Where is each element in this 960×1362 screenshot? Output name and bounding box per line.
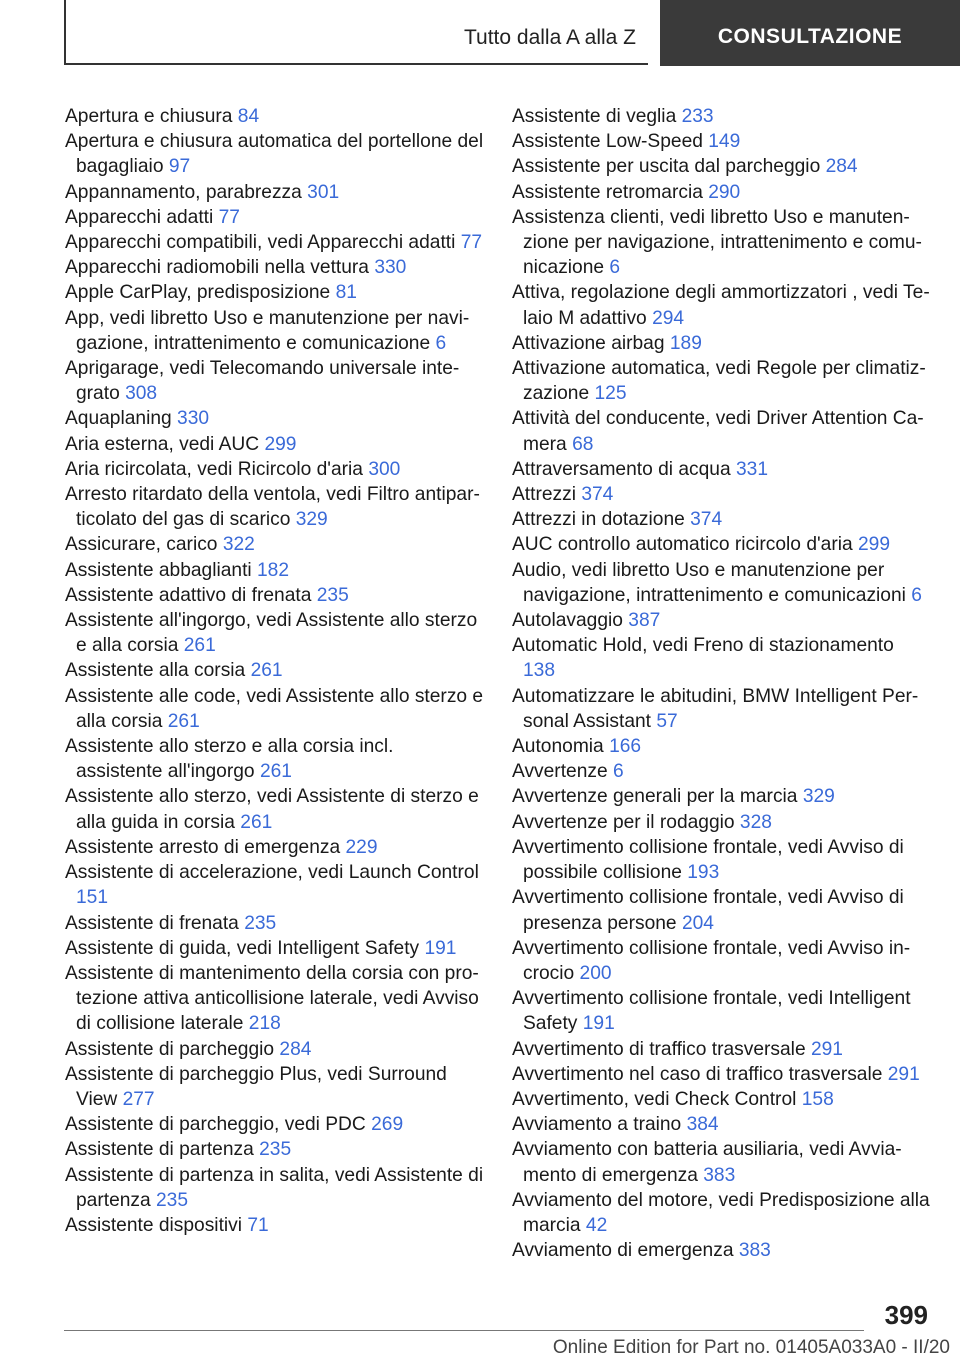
page-reference-link[interactable]: 200 xyxy=(579,962,612,984)
index-term: Assistente per uscita dal parcheggio xyxy=(512,156,821,178)
page-reference-link[interactable]: 328 xyxy=(739,811,772,833)
index-entry xyxy=(65,961,485,1037)
index-term: Avviamento di emergenza xyxy=(512,1240,734,1262)
page-reference-link[interactable]: 329 xyxy=(295,509,328,531)
page-reference-link[interactable]: 42 xyxy=(585,1214,608,1236)
page-reference-link[interactable]: 166 xyxy=(609,736,642,758)
page-reference-link[interactable]: 308 xyxy=(125,383,158,405)
page-header xyxy=(0,0,960,66)
page-reference-link[interactable]: 6 xyxy=(911,584,922,606)
index-term: Attivazione automatica, vedi Regole per climatizzazione xyxy=(512,358,926,405)
page-reference-link[interactable]: 261 xyxy=(167,710,200,732)
page-reference-link[interactable]: 261 xyxy=(183,635,216,657)
page-reference-link[interactable]: 229 xyxy=(345,836,378,858)
index-entry xyxy=(512,507,930,532)
index-entry xyxy=(65,432,485,457)
index-entry xyxy=(65,406,485,431)
page-reference-link[interactable]: 158 xyxy=(801,1088,834,1110)
index-term: Apparecchi adatti xyxy=(65,206,214,228)
index-term: Assistente di partenza in salita, vedi Assistente di partenza xyxy=(65,1164,484,1211)
index-entry xyxy=(512,759,930,784)
index-entry xyxy=(512,205,930,281)
page-reference-link[interactable]: 149 xyxy=(708,131,741,153)
index-term: Assistente Low-Speed xyxy=(512,131,703,153)
index-entry xyxy=(65,835,485,860)
page-reference-link[interactable]: 383 xyxy=(703,1164,736,1186)
index-entry xyxy=(512,457,930,482)
index-entry xyxy=(512,936,930,986)
page-reference-link[interactable]: 387 xyxy=(628,610,661,632)
index-entry xyxy=(512,356,930,406)
index-term: Assicurare, carico xyxy=(65,534,218,556)
page-reference-link[interactable]: 68 xyxy=(572,433,594,455)
index-entry xyxy=(512,835,930,885)
index-entry xyxy=(65,255,485,280)
index-term: Assistente di accelerazione, vedi Launch Control xyxy=(65,862,479,884)
index-term: Avviamento del motore, vedi Predisposizione alla marcia xyxy=(512,1189,930,1236)
page-reference-link[interactable]: 294 xyxy=(652,307,685,329)
index-term: Aria esterna, vedi AUC xyxy=(65,433,260,455)
index-term: Avvertenze generali per la marcia xyxy=(512,786,798,808)
index-term: Assistente di veglia xyxy=(512,106,677,127)
page-number: 399 xyxy=(884,1300,928,1330)
index-entry xyxy=(65,457,485,482)
index-entry xyxy=(65,860,485,910)
page-reference-link[interactable]: 125 xyxy=(594,383,627,405)
page-reference-link[interactable]: 374 xyxy=(690,509,723,531)
page-reference-link[interactable]: 84 xyxy=(237,106,260,127)
index-term: Assistente all'ingorgo, vedi Assistente allo sterzo e alla corsia xyxy=(65,610,478,657)
page-reference-link[interactable]: 235 xyxy=(244,912,277,934)
index-term: Assistente di parcheggio Plus, vedi Surround View xyxy=(65,1063,447,1110)
index-term: Assistente allo sterzo, vedi Assistente di sterzo e alla guida in corsia xyxy=(65,786,479,833)
index-entry xyxy=(512,180,930,205)
index-entry xyxy=(65,280,485,305)
index-term: Avvertimento collisione frontale, vedi Avviso di possibile collisione xyxy=(512,836,904,884)
index-entry xyxy=(65,583,485,608)
footer-rule xyxy=(64,1330,864,1331)
index-entry xyxy=(65,784,485,834)
page-reference-link[interactable]: 204 xyxy=(681,912,714,934)
index-term: Avvertimento collisione frontale, vedi Avviso incrocio xyxy=(512,937,911,984)
index-entry xyxy=(512,1087,930,1112)
index-entry xyxy=(65,734,485,784)
page-reference-link[interactable]: 383 xyxy=(738,1240,771,1262)
index-entry xyxy=(65,356,485,406)
page-reference-link[interactable]: 218 xyxy=(248,1013,281,1035)
index-entry xyxy=(65,1213,485,1238)
page-reference-link[interactable]: 233 xyxy=(681,106,714,127)
page-reference-link[interactable]: 6 xyxy=(612,761,624,783)
index-entry xyxy=(65,684,485,734)
index-term: Assistente di parcheggio xyxy=(65,1038,275,1060)
page-reference-link[interactable]: 6 xyxy=(609,257,621,279)
index-term: Appannamento, parabrezza xyxy=(65,181,302,203)
index-entry xyxy=(512,154,930,179)
index-entry xyxy=(65,1137,485,1162)
index-entry xyxy=(512,684,930,734)
index-entry xyxy=(512,406,930,456)
page-reference-link[interactable]: 284 xyxy=(825,156,858,178)
index-term: Assistente di partenza xyxy=(65,1139,254,1161)
page-reference-link[interactable]: 189 xyxy=(669,332,702,354)
page-reference-link[interactable]: 191 xyxy=(424,937,457,959)
index-entry xyxy=(65,658,485,683)
page-reference-link[interactable]: 138 xyxy=(523,660,556,682)
index-entry xyxy=(65,482,485,532)
index-entry xyxy=(65,306,485,356)
index-term: Apertura e chiusura xyxy=(65,106,233,127)
page-reference-link[interactable]: 6 xyxy=(435,332,447,354)
index-term: Assistente adattivo di frenata xyxy=(65,584,312,606)
index-term: Assistenza clienti, vedi libretto Uso e manutenzione per navigazione, intrattenimento e comunicazione xyxy=(512,206,922,279)
index-term: Autolavaggio xyxy=(512,610,623,632)
index-entry xyxy=(65,558,485,583)
page-reference-link[interactable]: 235 xyxy=(156,1189,189,1211)
index-entry xyxy=(512,558,930,608)
page-reference-link[interactable]: 261 xyxy=(240,811,273,833)
page-reference-link[interactable]: 191 xyxy=(582,1013,615,1035)
page-reference-link[interactable]: 384 xyxy=(686,1114,719,1136)
page-reference-link[interactable]: 330 xyxy=(374,257,407,279)
page-reference-link[interactable]: 261 xyxy=(259,761,292,783)
index-entry xyxy=(65,205,485,230)
index-term: Assistente di guida, vedi Intelligent Safety xyxy=(65,937,420,959)
index-term: Avvertimento collisione frontale, vedi Intelligent Safety xyxy=(512,988,911,1035)
page-reference-link[interactable]: 300 xyxy=(368,458,401,480)
index-entry xyxy=(512,734,930,759)
index-entry xyxy=(65,230,485,255)
index-entry xyxy=(512,1137,930,1187)
page-reference-link[interactable]: 77 xyxy=(460,232,483,254)
index-term: Assistente arresto di emergenza xyxy=(65,836,341,858)
page-reference-link[interactable]: 299 xyxy=(858,534,891,556)
index-entry xyxy=(512,280,930,330)
index-entry xyxy=(512,1238,930,1263)
chapter-tab: CONSULTAZIONE xyxy=(660,0,960,66)
page-reference-link[interactable]: 81 xyxy=(335,282,357,304)
index-term: Avviamento a traino xyxy=(512,1114,682,1136)
page-reference-link[interactable]: 261 xyxy=(250,660,283,682)
page-reference-link[interactable]: 57 xyxy=(656,710,678,732)
index-entry xyxy=(512,1037,930,1062)
index-term: AUC controllo automatico ricircolo d'aria xyxy=(512,534,853,556)
index-entry xyxy=(512,810,930,835)
index-term: Assistente alla corsia xyxy=(65,660,246,682)
page-reference-link[interactable]: 374 xyxy=(581,484,614,506)
page-reference-link[interactable]: 291 xyxy=(810,1038,843,1060)
index-entry xyxy=(512,784,930,809)
page-reference-link[interactable]: 182 xyxy=(257,559,290,581)
page-reference-link[interactable]: 77 xyxy=(218,206,240,228)
index-term: Attività del conducente, vedi Driver Attention Camera xyxy=(512,408,924,455)
index-column-left xyxy=(65,104,485,1238)
page-reference-link[interactable]: 97 xyxy=(168,156,191,178)
index-term: App, vedi libretto Uso e manutenzione per navigazione, intrattenimento e comunicazione xyxy=(65,307,470,354)
index-entry xyxy=(512,885,930,935)
index-term: Assistente di parcheggio, vedi PDC xyxy=(65,1114,366,1136)
page-reference-link[interactable]: 329 xyxy=(802,786,835,808)
index-term: Aprigarage, vedi Telecomando universale integrato xyxy=(65,358,460,405)
index-term: Avvertimento di traffico trasversale xyxy=(512,1038,806,1060)
page-reference-link[interactable]: 330 xyxy=(177,408,210,430)
index-term: Avvertimento nel caso di traffico trasversale xyxy=(512,1063,883,1085)
index-entry xyxy=(512,1062,930,1087)
index-entry xyxy=(65,129,485,179)
index-term: Avviamento con batteria ausiliaria, vedi Avviamento di emergenza xyxy=(512,1139,902,1186)
index-entry xyxy=(65,104,485,129)
index-term: Apple CarPlay, predisposizione xyxy=(65,282,331,304)
page-reference-link[interactable]: 299 xyxy=(264,433,297,455)
index-entry xyxy=(512,1112,930,1137)
page-reference-link[interactable]: 284 xyxy=(279,1038,312,1060)
index-term: Automatic Hold, vedi Freno di stazionamento xyxy=(512,635,894,657)
index-term: Assistente di frenata xyxy=(65,912,239,934)
index-term: Assistente allo sterzo e alla corsia incl. assistente all'ingorgo xyxy=(65,736,394,783)
index-term: Apparecchi compatibili, vedi Apparecchi adatti xyxy=(65,232,456,254)
index-term: Avvertimento, vedi Check Control xyxy=(512,1088,797,1110)
index-entry xyxy=(65,1037,485,1062)
page-reference-link[interactable]: 290 xyxy=(708,181,741,203)
index-term: Attrezzi xyxy=(512,484,576,506)
index-entry xyxy=(512,532,930,557)
index-entry xyxy=(512,633,930,683)
index-entry xyxy=(512,129,930,154)
index-entry xyxy=(65,180,485,205)
section-title: Tutto dalla A alla Z xyxy=(464,26,636,49)
index-term: Assistente abbaglianti xyxy=(65,559,252,581)
index-term: Apparecchi radiomobili nella vettura xyxy=(65,257,369,279)
index-term: Avvertenze per il rodaggio xyxy=(512,811,735,833)
index-term: Avvertimento collisione frontale, vedi Avviso di presenza persone xyxy=(512,887,904,934)
header-bottom-rule xyxy=(64,63,648,65)
index-column-right xyxy=(512,104,930,1263)
page-reference-link[interactable]: 193 xyxy=(687,862,720,884)
page-reference-link[interactable]: 277 xyxy=(122,1088,155,1110)
index-term: Attrezzi in dotazione xyxy=(512,509,685,531)
index-entry xyxy=(65,1163,485,1213)
index-term: Assistente dispositivi xyxy=(65,1214,243,1236)
index-term: Audio, vedi libretto Uso e manutenzione per navigazione, intrattenimento e comunicazioni xyxy=(512,559,906,606)
page-reference-link[interactable]: 71 xyxy=(247,1214,269,1236)
index-term: Aria ricircolata, vedi Ricircolo d'aria xyxy=(65,458,363,480)
page-reference-link[interactable]: 151 xyxy=(76,887,109,909)
index-entry xyxy=(512,104,930,129)
index-term: Assistente di mantenimento della corsia con protezione attiva anticollisione laterale, vedi Avviso di collisione laterale xyxy=(65,962,479,1035)
page-reference-link[interactable]: 235 xyxy=(316,584,349,606)
index-term: Assistente alle code, vedi Assistente allo sterzo e alla corsia xyxy=(65,685,484,732)
page-reference-link[interactable]: 331 xyxy=(736,458,769,480)
index-term: Aquaplaning xyxy=(65,408,172,430)
page-reference-link[interactable]: 322 xyxy=(222,534,255,556)
page-reference-link[interactable]: 235 xyxy=(259,1139,292,1161)
index-term: Automatizzare le abitudini, BMW Intelligent Personal Assistant xyxy=(512,685,919,732)
index-term: Avvertenze xyxy=(512,761,608,783)
page-reference-link[interactable]: 301 xyxy=(307,181,340,203)
index-term: Attivazione airbag xyxy=(512,332,665,354)
index-term: Apertura e chiusura automatica del portellone del bagagliaio xyxy=(65,131,484,178)
page-reference-link[interactable]: 291 xyxy=(887,1063,920,1085)
index-term: Attraversamento di acqua xyxy=(512,458,731,480)
index-entry xyxy=(65,1062,485,1112)
index-term: Assistente retromarcia xyxy=(512,181,703,203)
index-term: Attiva, regolazione degli ammortizzatori , vedi Telaio M adattivo xyxy=(512,282,930,329)
index-entry xyxy=(512,482,930,507)
index-entry xyxy=(65,532,485,557)
index-entry xyxy=(512,986,930,1036)
index-entry xyxy=(65,1112,485,1137)
index-entry xyxy=(512,331,930,356)
index-entry xyxy=(512,1188,930,1238)
index-entry xyxy=(65,936,485,961)
index-entry xyxy=(512,608,930,633)
index-term: Arresto ritardato della ventola, vedi Filtro antiparticolato del gas di scarico xyxy=(65,484,480,531)
index-entry xyxy=(65,911,485,936)
footer-edition: Online Edition for Part no. 01405A033A0 - II/20 xyxy=(552,1337,950,1358)
index-term: Autonomia xyxy=(512,736,604,758)
index-entry xyxy=(65,608,485,658)
page-reference-link[interactable]: 269 xyxy=(371,1114,404,1136)
